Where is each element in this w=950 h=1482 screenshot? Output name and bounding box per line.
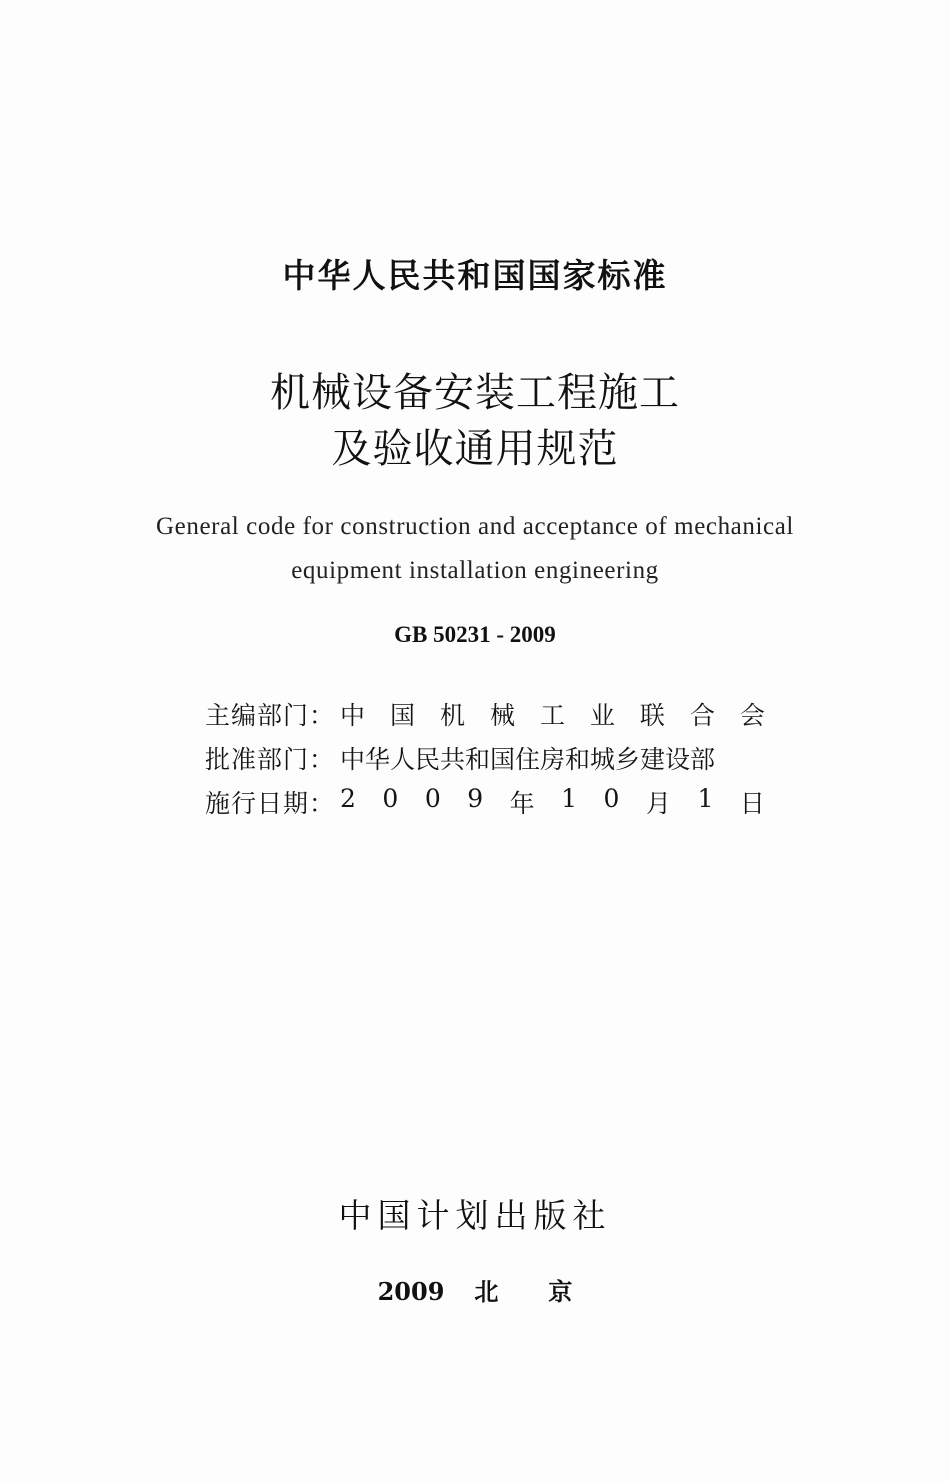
title-chinese-line-2: 及验收通用规范 <box>331 426 619 472</box>
metadata-block <box>205 692 765 824</box>
spread-char: 中 <box>340 701 366 730</box>
approver-value: 中华人民共和国住房和城乡建设部 <box>340 745 716 774</box>
spread-char: 业 <box>589 701 615 730</box>
spread-char: 1 <box>697 784 714 813</box>
date-row <box>205 780 765 824</box>
spread-char: 联 <box>639 701 665 730</box>
spread-char: 9 <box>467 784 484 813</box>
editor-row <box>205 692 765 736</box>
date-value <box>340 784 765 820</box>
title-chinese-line-1: 机械设备安装工程施工 <box>270 370 680 416</box>
title-chinese <box>0 365 950 477</box>
standard-code: GB 50231 - 2009 <box>394 622 556 647</box>
publication-year: 2009 <box>377 1277 445 1306</box>
publication-place <box>0 1272 950 1307</box>
publisher-name: 中国计划出版社 <box>338 1196 612 1235</box>
spread-char: 0 <box>382 784 399 813</box>
title-english-line-2: equipment installation engineering <box>291 557 659 584</box>
spread-char: 工 <box>539 701 565 730</box>
spread-char: 日 <box>739 789 765 818</box>
spread-char: 年 <box>509 789 535 818</box>
spread-char: 1 <box>561 784 578 813</box>
spread-char: 2 <box>340 784 356 813</box>
publication-city-char-2: 京 <box>548 1277 573 1306</box>
national-standard-heading: 中华人民共和国国家标准 <box>282 256 668 295</box>
spread-char: 月 <box>645 789 671 818</box>
editor-value <box>340 696 765 732</box>
publication-city-char-1: 北 <box>474 1277 499 1306</box>
spread-char: 国 <box>389 701 415 730</box>
spread-char: 合 <box>689 701 715 730</box>
spread-char: 0 <box>603 784 620 813</box>
editor-label: 主编部门： <box>205 701 336 730</box>
title-english <box>0 505 950 593</box>
date-label: 施行日期： <box>205 789 336 818</box>
title-english-line-1: General code for construction and acceptance of mechanical <box>156 513 794 540</box>
spread-char: 会 <box>739 701 765 730</box>
approver-row <box>205 736 765 780</box>
spread-char: 0 <box>424 784 441 813</box>
spread-char: 机 <box>439 701 465 730</box>
approver-label: 批准部门： <box>205 745 336 774</box>
spread-char: 械 <box>489 701 515 730</box>
